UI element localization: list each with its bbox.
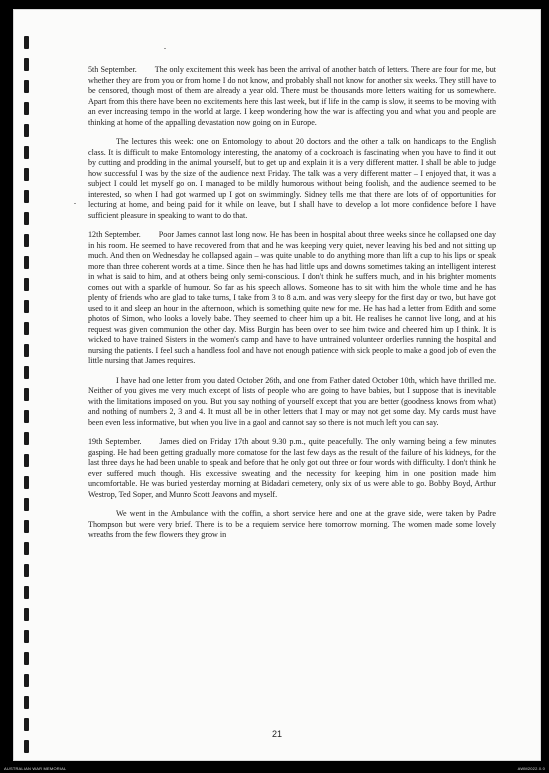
binding-hole: [24, 102, 29, 115]
binding-hole: [24, 300, 29, 313]
binding-hole: [24, 58, 29, 71]
binding-hole: [24, 146, 29, 159]
entry-date: 5th September.: [88, 65, 137, 74]
binding-hole: [24, 498, 29, 511]
page-number: 21: [271, 729, 282, 739]
binding-hole: [24, 80, 29, 93]
paragraph-text: Poor James cannot last long now. He has been in hospital about three weeks since he collapsed one day in his room. He seemed to have recovered from that and he was keeping very quiet, never leaving his bed and not sitting up much. And then on Wednesday he collapsed again – was quite unable to do anything more than lift a cup to his lips or speak more than three coherent words at a time. Since then he has had little ups and downs sometimes taking an intelligent interest in what is said to him, and at others being only semi-conscious. I don't think he suffers much, and in his brighter moments comes out with a sparkle of humour. So far as his speech allows. Someone has to sit with him the whole time and he has plenty of friends who are glad to take turns, I take from 3 to 8 a.m. and was very sleepy for the first day or two, but have got used to it and sleep an hour in the afternoon, which is something quite new for me. He has had a letter from Edith and some photos of Simon, who looks a lovely babe. They seemed to cheer him up a bit. He realises he cannot live long, and at his request was given communion the other day. Miss Burgin has been over to see him twice and cheered him up I think. It is wicked to have trained Sisters in the women's camp and have to have untrained volunteer orderlies running the hospital and nursing the patients. I feel such a handless fool and have not enough patience with sick people to make a good job of even the little nursing that James requires.: [88, 230, 496, 365]
paragraph-text: The only excitement this week has been the arrival of another batch of letters. There are four for me, but whether they are from you or from home I do not know, and probably shall not know for another six weeks. They still have to be censored, though most of them are already a year old. There must be thousands more letters waiting for us somewhere. Apart from this there have been no excitements here this last week, but if life in the camp is slow, it seems to be moving with an ever increasing tempo in the world at large. I keep wondering how the war is affecting you and what you and people are thinking at home of the appalling devastation now going on in Europe.: [88, 65, 496, 127]
footer-archive-id: AWM2022.0.0: [517, 766, 545, 771]
letter-body: [88, 65, 496, 550]
binding-hole: [24, 564, 29, 577]
entry-date: 12th September.: [88, 230, 141, 239]
binding-hole: [24, 344, 29, 357]
paper-speck: [164, 48, 166, 49]
binding-hole: [24, 542, 29, 555]
binding-hole: [24, 212, 29, 225]
binding-hole: [24, 124, 29, 137]
binding-hole: [24, 234, 29, 247]
footer-archive-label: AUSTRALIAN WAR MEMORIAL: [4, 766, 67, 771]
paragraph-19-september: [88, 437, 496, 500]
paragraph-text: James died on Friday 17th about 9.30 p.m., quite peacefully. The only warning being a few minutes gasping. He had been getting gradually more comatose for the last few days as the result of the failure of his kidneys, for the last three days he had been unable to speak and before that he only got out three or four words with difficulty. I don't think he ever suffered much though. His excessive sweating and the necessity for keeping him in one position made him uncomfortable. He was buried yesterday morning at Bidadari cemetery, only six of us were able to go. Bobby Boyd, Arthur Westrop, Ted Soper, and Munro Scott Jeavons and myself.: [88, 437, 496, 499]
paper-speck: [74, 203, 76, 204]
binding-hole: [24, 630, 29, 643]
binding-hole: [24, 366, 29, 379]
entry-date: 19th September.: [88, 437, 142, 446]
paragraph-ambulance: [88, 509, 496, 541]
binding-hole: [24, 190, 29, 203]
binding-hole: [24, 608, 29, 621]
binding-hole: [24, 410, 29, 423]
binding-hole: [24, 454, 29, 467]
paragraph-text: The lectures this week: one on Entomology to about 20 doctors and the other a talk on handicaps to the English class. It is difficult to make Entomology interesting, the anatomy of a cockroach is fascinating when you have to find it out by cutting and prodding in the animal yourself, but to get up and explain it is a very different matter. I shall be able to judge how successful I was by the size of the audience next Friday. The talk was a very different matter – I enjoyed that, it was a subject I could let myself go on. I managed to be mildly humorous without being foolish, and the audience seemed to be interested, so when I had got warmed up I got on swimmingly. Sidney tells me that there are lots of of opportunities for lecturing at home, and being paid for it while on leave, but I shall have to develop a lot more confidence before I have sufficient pleasure in speaking to want to do that.: [88, 137, 496, 220]
paragraph-text: I have had one letter from you dated October 26th, and one from Father dated October 10th, which have thrilled me. Neither of you gives me very much except of lists of people who are going to have babies, but I suppose that is inevitable with the limitations imposed on you. But you say nothing of yourself except that you are better (goodness knows from what) and nothing of numbers 2, 3 and 4. It must all be in other letters that I may or may not get some day. My cards must have been even less informative, but when you live in a gaol and cannot say so there is not much left you can say.: [88, 375, 496, 427]
binding-hole: [24, 388, 29, 401]
paragraph-text: We went in the Ambulance with the coffin, a short service here and one at the grave side, were taken by Padre Thompson but were very brief. There is to be a requiem service here tomorrow morning. The women made some lovely wreaths from the few flowers they grow in: [88, 509, 496, 539]
binding-hole: [24, 278, 29, 291]
binding-holes: [14, 10, 54, 760]
binding-hole: [24, 476, 29, 489]
binding-hole: [24, 520, 29, 533]
binding-hole: [24, 740, 29, 753]
binding-hole: [24, 36, 29, 49]
binding-hole: [24, 256, 29, 269]
paragraph-lectures: [88, 137, 496, 221]
binding-hole: [24, 432, 29, 445]
binding-hole: [24, 168, 29, 181]
binding-hole: [24, 586, 29, 599]
paragraph-letters: [88, 376, 496, 429]
binding-hole: [24, 652, 29, 665]
binding-hole: [24, 322, 29, 335]
paragraph-5-september: [88, 65, 496, 128]
paragraph-12-september: [88, 230, 496, 367]
binding-hole: [24, 696, 29, 709]
binding-hole: [24, 674, 29, 687]
document-page: [14, 10, 540, 760]
